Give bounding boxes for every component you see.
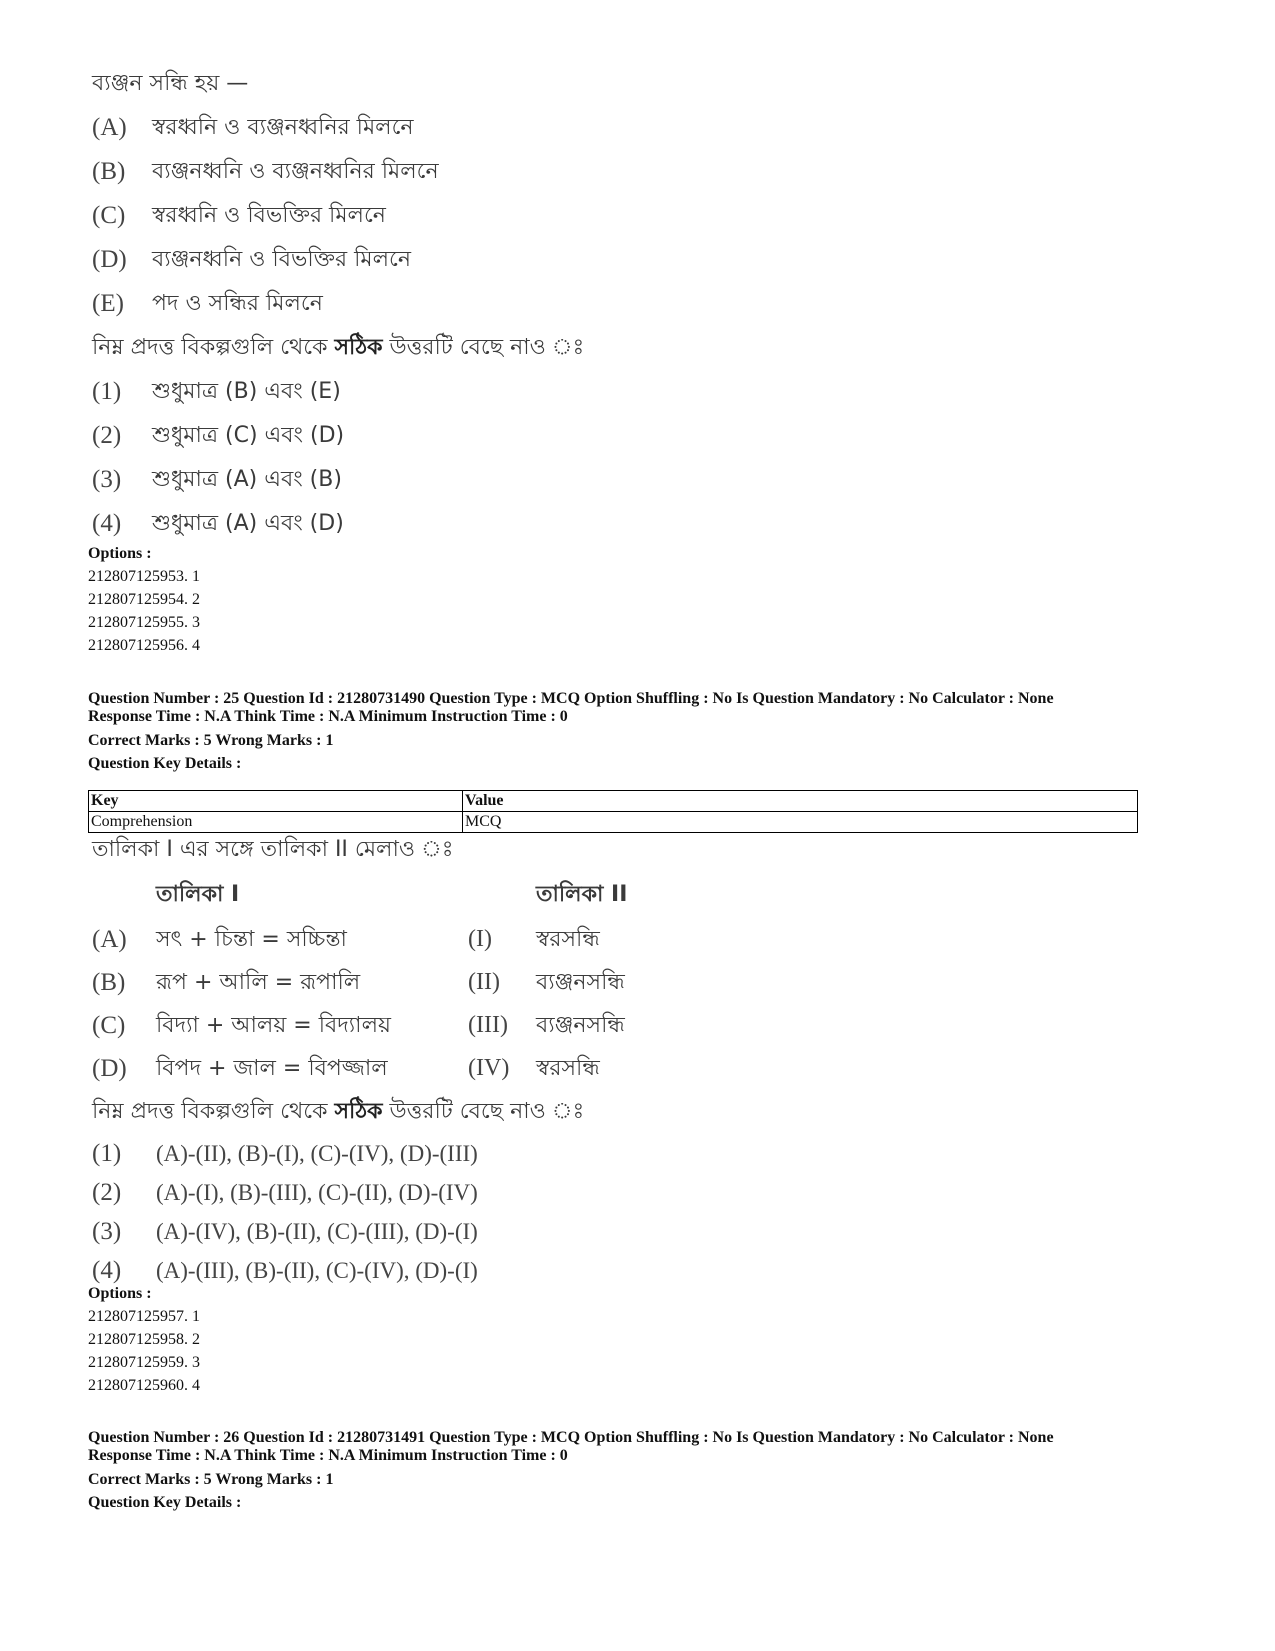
choice-label: (4) [92, 1257, 122, 1284]
choice-row [92, 1212, 627, 1251]
statement-label: (E) [92, 290, 124, 317]
statement-text: ব্যঞ্জনধ্বনি ও ব্যঞ্জনধ্বনির মিলনে [152, 159, 439, 184]
match-column-headers [92, 872, 627, 918]
choice-label: (4) [92, 510, 122, 537]
choice-text: (A)-(II), (B)-(I), (C)-(IV), (D)-(III) [156, 1141, 478, 1166]
options-heading: Options : [88, 1285, 152, 1302]
question-marks: Correct Marks : 5 Wrong Marks : 1 [88, 732, 334, 749]
table-header-cell: Value [463, 791, 1138, 812]
statement-text: স্বরধ্বনি ও ব্যঞ্জনধ্বনির মিলনে [152, 115, 414, 140]
statement-row [92, 282, 584, 326]
match-right-label: (IV) [468, 1055, 510, 1081]
statement-text: পদ ও সন্ধির মিলনে [152, 291, 323, 316]
choice-row [92, 502, 584, 546]
match-left-text: বিদ্যা + আলয় = বিদ্যালয় [156, 1013, 391, 1038]
statement-row [92, 194, 584, 238]
option-item: 212807125957. 1 [88, 1308, 200, 1325]
option-item: 212807125956. 4 [88, 637, 200, 654]
table-header-row [89, 791, 1138, 812]
option-item: 212807125955. 3 [88, 614, 200, 631]
choice-row [92, 458, 584, 502]
table-cell: MCQ [463, 812, 1138, 833]
question-instruction [92, 1090, 627, 1134]
question-key-details-label: Question Key Details : [88, 755, 242, 772]
question-key-details-label: Question Key Details : [88, 1494, 242, 1511]
choice-text: (A)-(I), (B)-(III), (C)-(II), (D)-(IV) [156, 1180, 478, 1205]
table-header-cell: Key [89, 791, 463, 812]
match-left-label: (A) [92, 926, 127, 953]
choice-text: শুধুমাত্র (A) এবং (B) [152, 467, 342, 492]
choice-row [92, 414, 584, 458]
instruction-text: উত্তরটি বেছে নাও ঃ [382, 335, 585, 360]
question-24-image [92, 62, 584, 546]
choice-row [92, 1134, 627, 1173]
option-item: 212807125959. 3 [88, 1354, 200, 1371]
match-row [92, 1004, 627, 1047]
match-right-label: (I) [468, 926, 492, 952]
choice-label: (2) [92, 1179, 122, 1206]
statement-row [92, 238, 584, 282]
choice-label: (1) [92, 378, 122, 405]
match-right-text: স্বরসন্ধি [536, 1056, 600, 1081]
instruction-emphasis: সঠিক [334, 335, 383, 360]
choice-text: শুধুমাত্র (A) এবং (D) [152, 511, 344, 536]
option-item: 212807125954. 2 [88, 591, 200, 608]
match-row [92, 1047, 627, 1090]
choice-row [92, 370, 584, 414]
match-left-text: সৎ + চিন্তা = সচ্চিন্তা [156, 927, 347, 952]
match-left-text: বিপদ + জাল = বিপজ্জাল [156, 1056, 388, 1081]
question-key-table [88, 790, 1138, 833]
statement-label: (C) [92, 202, 126, 229]
question-instruction [92, 326, 584, 370]
match-left-label: (D) [92, 1055, 127, 1082]
choice-text: শুধুমাত্র (B) এবং (E) [152, 379, 341, 404]
options-list [88, 1305, 200, 1397]
statement-text: ব্যঞ্জনধ্বনি ও বিভক্তির মিলনে [152, 247, 411, 272]
choice-label: (2) [92, 422, 122, 449]
match-left-label: (C) [92, 1012, 126, 1039]
choice-label: (1) [92, 1140, 122, 1167]
match-left-label: (B) [92, 969, 126, 996]
question-stem: তালিকা I এর সঙ্গে তালিকা II মেলাও ঃ [92, 837, 454, 862]
question-meta-line: Response Time : N.A Think Time : N.A Minimum Instruction Time : 0 [88, 1447, 568, 1464]
match-right-text: ব্যঞ্জনসন্ধি [536, 1013, 625, 1038]
column-title: তালিকা II [536, 882, 628, 907]
match-right-label: (III) [468, 1012, 508, 1038]
table-cell: Comprehension [89, 812, 463, 833]
option-item: 212807125958. 2 [88, 1331, 200, 1348]
column-title: তালিকা I [156, 882, 240, 907]
options-heading: Options : [88, 545, 152, 562]
choice-row [92, 1251, 627, 1290]
statement-label: (B) [92, 158, 126, 185]
option-item: 212807125960. 4 [88, 1377, 200, 1394]
question-stem: ব্যঞ্জন সন্ধি হয় — [92, 71, 249, 96]
match-row [92, 961, 627, 1004]
choice-row [92, 1173, 627, 1212]
statement-row [92, 106, 584, 150]
choice-text: (A)-(IV), (B)-(II), (C)-(III), (D)-(I) [156, 1219, 478, 1244]
statement-text: স্বরধ্বনি ও বিভক্তির মিলনে [152, 203, 386, 228]
choice-text: শুধুমাত্র (C) এবং (D) [152, 423, 345, 448]
statement-row [92, 150, 584, 194]
question-meta-line: Question Number : 25 Question Id : 21280731490 Question Type : MCQ Option Shuffling : No Is Question Mandatory : No Calculator : None [88, 690, 1054, 707]
instruction-text: উত্তরটি বেছে নাও ঃ [382, 1099, 585, 1124]
match-right-label: (II) [468, 969, 500, 995]
match-right-text: স্বরসন্ধি [536, 927, 600, 952]
option-item: 212807125953. 1 [88, 568, 200, 585]
question-meta-line: Response Time : N.A Think Time : N.A Minimum Instruction Time : 0 [88, 708, 568, 725]
match-left-text: রূপ + আলি = রূপালি [156, 970, 361, 995]
statement-label: (A) [92, 114, 127, 141]
choice-text: (A)-(III), (B)-(II), (C)-(IV), (D)-(I) [156, 1258, 478, 1283]
instruction-emphasis: সঠিক [334, 1099, 383, 1124]
instruction-text: নিম্ন প্রদত্ত বিকল্পগুলি থেকে [92, 1099, 335, 1124]
statement-label: (D) [92, 246, 127, 273]
choice-label: (3) [92, 466, 122, 493]
instruction-text: নিম্ন প্রদত্ত বিকল্পগুলি থেকে [92, 335, 335, 360]
options-list [88, 565, 200, 657]
question-meta-line: Question Number : 26 Question Id : 21280731491 Question Type : MCQ Option Shuffling : No Is Question Mandatory : No Calculator : None [88, 1429, 1054, 1446]
match-row [92, 918, 627, 961]
choice-label: (3) [92, 1218, 122, 1245]
question-25-image [92, 828, 627, 1290]
question-marks: Correct Marks : 5 Wrong Marks : 1 [88, 1471, 334, 1488]
match-right-text: ব্যঞ্জনসন্ধি [536, 970, 625, 995]
